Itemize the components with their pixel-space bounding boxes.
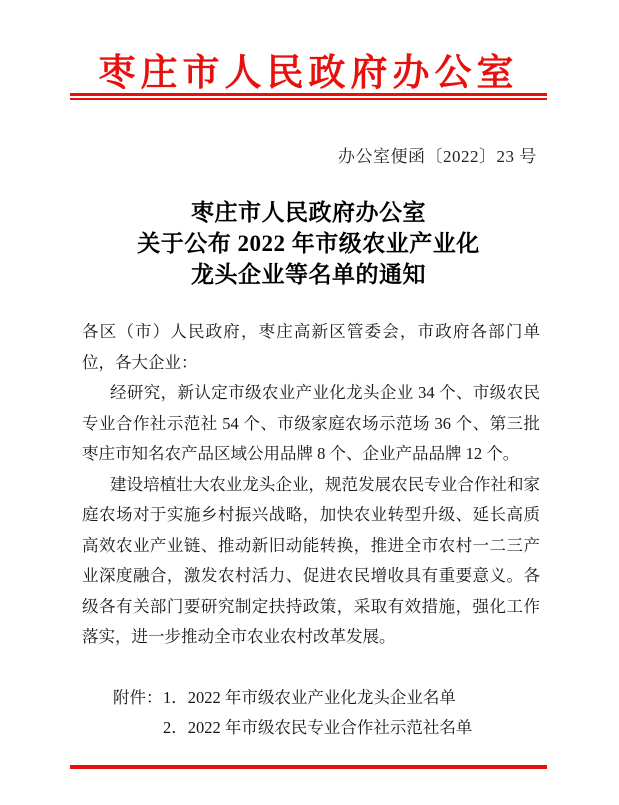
attachment-item-1: 1．2022 年市级农业产业化龙头企业名单 — [163, 687, 456, 707]
attachment-item-2: 2．2022 年市级农民专业合作社示范社名单 — [163, 718, 473, 737]
attachment-line-1 — [113, 683, 540, 714]
attachments-label: 附件： — [113, 687, 163, 707]
document-reference-number: 办公室便函〔2022〕23 号 — [338, 147, 537, 166]
body-paragraph-1: 经研究，新认定市级农业产业化龙头企业 34 个、市级农民专业合作社示范社 54 个、市级家庭农场示范场 36 个、第三批枣庄市知名农产品区域公用品牌 8 个、企业产品品牌 12 个。 — [82, 383, 540, 463]
red-header-agency-title: 枣庄市人民政府办公室 — [98, 53, 519, 94]
footer-red-rule-divider — [70, 765, 547, 769]
addressee-salutation: 各区（市）人民政府，枣庄高新区管委会，市政府各部门单位，各大企业： — [82, 322, 540, 372]
attachments-section — [82, 683, 540, 744]
body-paragraph-2: 建设培植壮大农业龙头企业，规范发展农民专业合作社和家庭农场对于实施乡村振兴战略，加快农业转型升级、延长高质高效农业产业链、推动新旧动能转换，推进全市农村一二三产业深度融合，激发农村活力、促进农民增收具有重要意义。各级各有关部门要研究制定扶持政策，采取有效措施，强化工作落实，进一步推动全市农业农村改革发展。 — [82, 474, 540, 646]
notice-title-line-2: 关于公布 2022 年市级农业产业化 — [137, 231, 480, 256]
notice-body — [82, 317, 540, 744]
notice-title — [70, 197, 547, 290]
notice-title-line-3: 龙头企业等名单的通知 — [191, 262, 426, 287]
header-double-rule-divider — [70, 93, 547, 100]
attachment-line-2 — [113, 713, 540, 744]
notice-title-line-1: 枣庄市人民政府办公室 — [191, 200, 426, 225]
